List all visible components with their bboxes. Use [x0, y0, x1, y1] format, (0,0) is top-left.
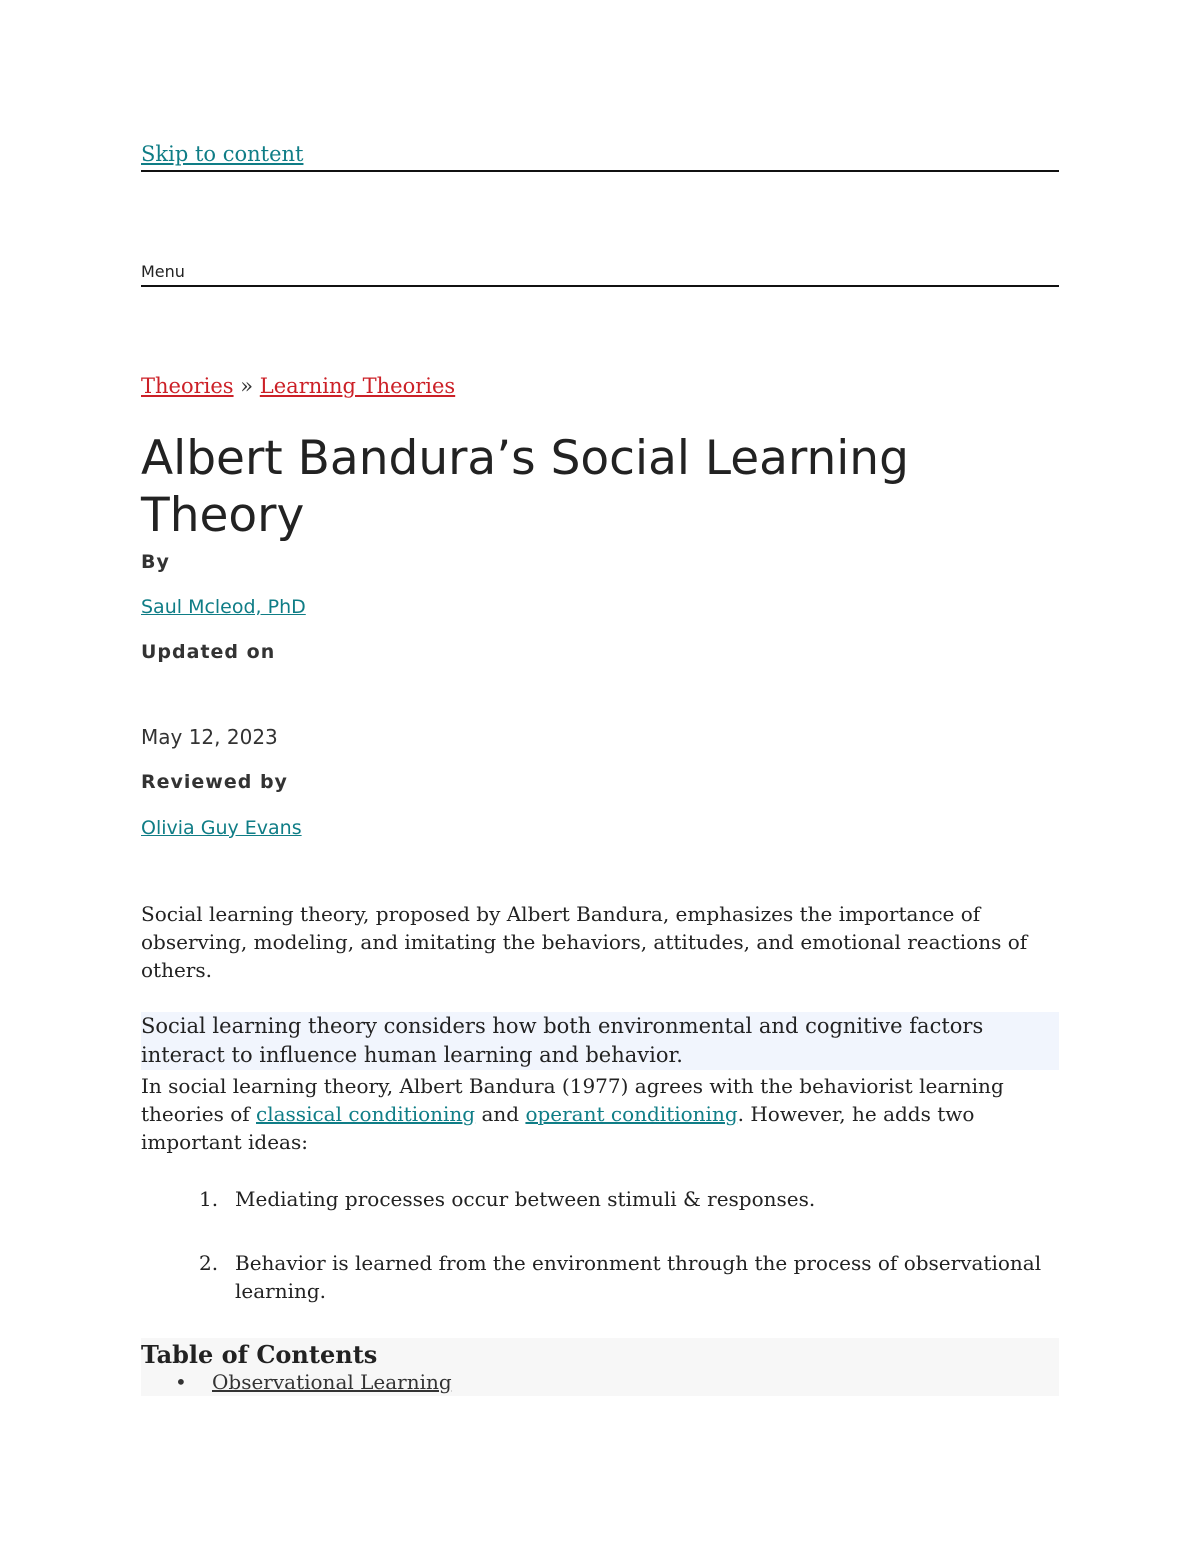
list-item-number: 1.	[199, 1187, 219, 1211]
breadcrumb-separator: »	[240, 374, 254, 398]
list-item	[199, 1185, 1059, 1213]
toc-item	[141, 1370, 452, 1394]
list-item-text: Mediating processes occur between stimuli & responses.	[235, 1187, 816, 1211]
menu-button[interactable]: Menu	[141, 262, 1059, 287]
breadcrumb-learning-theories-link[interactable]: Learning Theories	[259, 374, 456, 398]
author-by-label: By	[141, 551, 170, 573]
updated-date: May 12, 2023	[141, 725, 278, 749]
skip-to-content-link[interactable]: Skip to content	[141, 142, 304, 166]
body-text-before: In social learning theory, Albert Bandura (1977) agrees with the behaviorist learning theories of	[141, 1074, 1004, 1126]
reviewer-link[interactable]: Olivia Guy Evans	[141, 817, 302, 839]
skip-link-bar	[141, 142, 1059, 172]
classical-conditioning-link[interactable]: classical conditioning	[256, 1102, 476, 1126]
bullet-icon: •	[175, 1370, 187, 1394]
body-paragraph	[141, 1072, 1059, 1156]
toc-list	[141, 1370, 452, 1394]
ideas-list	[199, 1185, 1059, 1341]
operant-conditioning-link[interactable]: operant conditioning	[525, 1102, 738, 1126]
author-link[interactable]: Saul Mcleod, PhD	[141, 596, 306, 618]
table-of-contents	[141, 1338, 1059, 1396]
intro-paragraph: Social learning theory, proposed by Albert Bandura, emphasizes the importance of observing, modeling, and imitating the behaviors, attitudes, and emotional reactions of others.	[141, 902, 1028, 982]
list-item	[199, 1249, 1059, 1305]
breadcrumb	[141, 374, 455, 398]
highlight-callout: Social learning theory considers how both environmental and cognitive factors interact to influence human learning and behavior.	[141, 1012, 1059, 1070]
list-item-text: Behavior is learned from the environment through the process of observational learning.	[235, 1251, 1042, 1303]
body-text-and: and	[475, 1102, 526, 1126]
body-text-after: . However, he adds two important ideas:	[141, 1102, 975, 1154]
reviewed-by-label: Reviewed by	[141, 771, 288, 793]
toc-observational-learning-link[interactable]: Observational Learning	[212, 1370, 452, 1394]
toc-title: Table of Contents	[141, 1340, 378, 1369]
updated-on-label: Updated on	[141, 641, 276, 663]
breadcrumb-theories-link[interactable]: Theories	[141, 374, 234, 398]
list-item-number: 2.	[199, 1251, 219, 1275]
page-title: Albert Bandura’s Social Learning Theory	[141, 431, 909, 543]
